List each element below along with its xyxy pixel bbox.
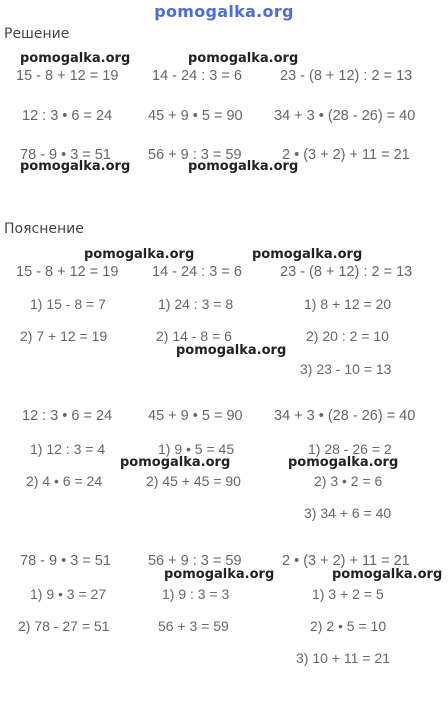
solution-equation: 78 - 9 • 3 = 51 (20, 147, 111, 163)
explanation-step: 2) 2 • 5 = 10 (310, 618, 387, 634)
watermark: pomogalka.org (164, 567, 275, 582)
explanation-step: 2) 20 : 2 = 10 (306, 328, 389, 344)
explanation-step: 1) 28 - 26 = 2 (308, 441, 392, 457)
explanation-step: 2) 45 + 45 = 90 (146, 473, 241, 489)
explanation-equation: 45 + 9 • 5 = 90 (148, 408, 243, 424)
watermark: pomogalka.org (176, 343, 287, 358)
explanation-heading: Пояснение (4, 221, 84, 237)
explanation-step: 2) 78 - 27 = 51 (18, 618, 110, 634)
explanation-step: 1) 8 + 12 = 20 (304, 296, 392, 312)
explanation-step: 2) 3 • 2 = 6 (314, 473, 383, 489)
explanation-step: 3) 23 - 10 = 13 (300, 361, 392, 377)
solution-equation: 2 • (3 + 2) + 11 = 21 (282, 147, 410, 163)
solution-equation: 14 - 24 : 3 = 6 (152, 68, 242, 84)
explanation-step: 1) 3 + 2 = 5 (312, 586, 384, 602)
explanation-equation: 14 - 24 : 3 = 6 (152, 264, 242, 280)
explanation-step: 56 + 3 = 59 (158, 618, 229, 634)
explanation-equation: 23 - (8 + 12) : 2 = 13 (280, 264, 413, 280)
explanation-step: 1) 9 • 3 = 27 (30, 586, 107, 602)
watermark: pomogalka.org (332, 567, 443, 582)
explanation-equation: 15 - 8 + 12 = 19 (16, 264, 119, 280)
explanation-equation: 12 : 3 • 6 = 24 (22, 408, 113, 424)
explanation-step: 1) 24 : 3 = 8 (158, 296, 234, 312)
watermark: pomogalka.org (188, 159, 299, 174)
watermark: pomogalka.org (84, 247, 195, 262)
explanation-equation: 2 • (3 + 2) + 11 = 21 (282, 553, 410, 569)
solution-equation: 56 + 9 : 3 = 59 (148, 147, 242, 163)
explanation-equation: 34 + 3 • (28 - 26) = 40 (274, 408, 416, 424)
explanation-step: 1) 15 - 8 = 7 (30, 296, 106, 312)
watermark: pomogalka.org (188, 51, 299, 66)
solution-equation: 45 + 9 • 5 = 90 (148, 108, 243, 124)
watermark: pomogalka.org (20, 159, 131, 174)
explanation-step: 3) 34 + 6 = 40 (304, 505, 392, 521)
solution-equation: 34 + 3 • (28 - 26) = 40 (274, 108, 416, 124)
explanation-step: 1) 12 : 3 = 4 (30, 441, 106, 457)
solution-equation: 12 : 3 • 6 = 24 (22, 108, 113, 124)
solution-equation: 23 - (8 + 12) : 2 = 13 (280, 68, 413, 84)
explanation-equation: 56 + 9 : 3 = 59 (148, 553, 242, 569)
watermark: pomogalka.org (288, 455, 399, 470)
explanation-step: 1) 9 : 3 = 3 (162, 586, 230, 602)
explanation-step: 2) 7 + 12 = 19 (20, 328, 108, 344)
site-title: pomogalka.org (154, 2, 294, 21)
watermark: pomogalka.org (120, 455, 231, 470)
solution-equation: 15 - 8 + 12 = 19 (16, 68, 119, 84)
watermark: pomogalka.org (252, 247, 363, 262)
solution-heading: Решение (4, 26, 70, 42)
explanation-step: 3) 10 + 11 = 21 (296, 650, 390, 666)
explanation-step: 2) 14 - 8 = 6 (156, 328, 232, 344)
watermark: pomogalka.org (20, 51, 131, 66)
explanation-step: 1) 9 • 5 = 45 (158, 441, 235, 457)
explanation-equation: 78 - 9 • 3 = 51 (20, 553, 111, 569)
explanation-step: 2) 4 • 6 = 24 (26, 473, 103, 489)
